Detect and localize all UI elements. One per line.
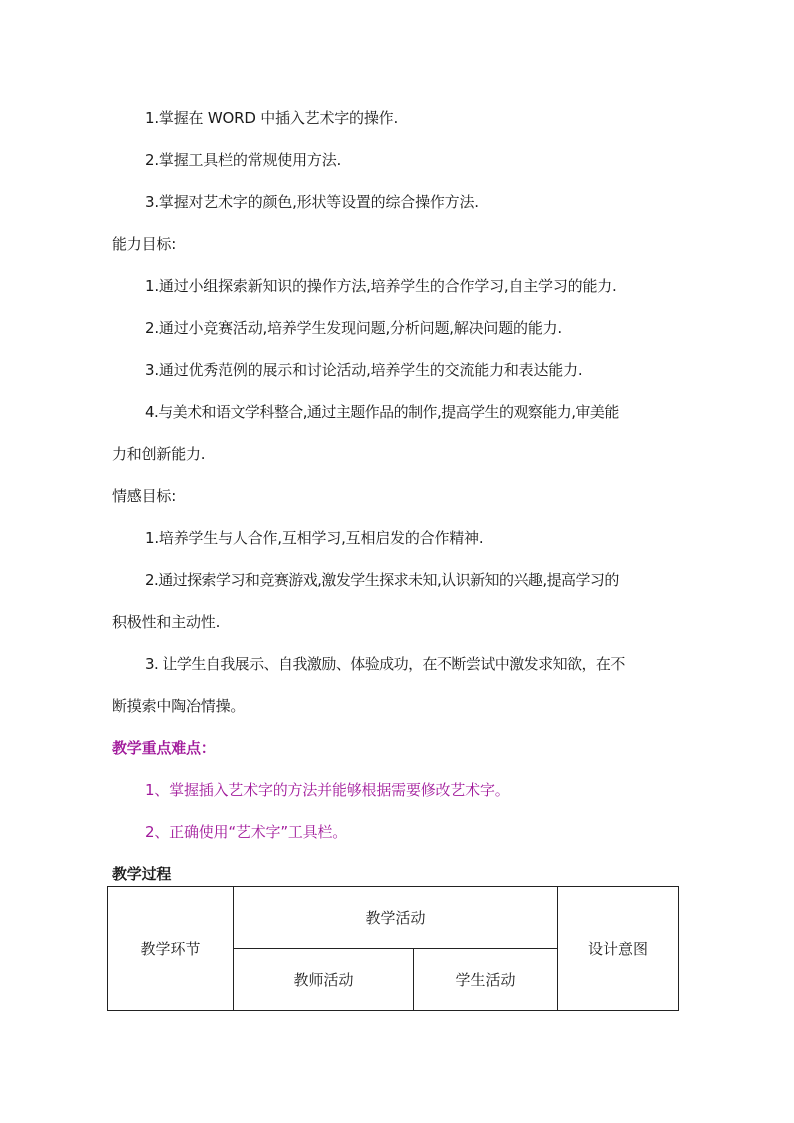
ability-item-3: 3.通过优秀范例的展示和讨论活动,培养学生的交流能力和表达能力. [145, 361, 583, 379]
key-point-2: 2、正确使用“艺术字”工具栏。 [145, 823, 348, 841]
key-points-heading: 教学重点难点： [112, 739, 216, 757]
ability-item-1: 1.通过小组探索新知识的操作方法,培养学生的合作学习,自主学习的能力. [145, 277, 617, 295]
emotion-heading: 情感目标: [112, 487, 177, 505]
emotion-item-2-line-1: 2.通过探索学习和竞赛游戏,激发学生探求未知,认识新知的兴趣,提高学习的 [145, 571, 619, 589]
header-teacher-activity: 教师活动 [234, 949, 414, 1011]
emotion-item-2-line-2: 积极性和主动性. [112, 613, 221, 631]
header-design-intent: 设计意图 [558, 887, 679, 1011]
ability-item-4-line-2: 力和创新能力. [112, 445, 206, 463]
emotion-item-3-line-1: 3. 让学生自我展示、自我激励、体验成功，在不断尝试中激发求知欲，在不 [145, 655, 625, 673]
knowledge-item-2: 2.掌握工具栏的常规使用方法. [145, 151, 342, 169]
teaching-process-table [107, 886, 679, 1011]
ability-item-4-line-1: 4.与美术和语文学科整合,通过主题作品的制作,提高学生的观察能力,审美能 [145, 403, 619, 421]
knowledge-item-1: 1.掌握在 WORD 中插入艺术字的操作. [145, 109, 399, 127]
emotion-item-3-line-2: 断摸索中陶冶情操。 [112, 697, 246, 715]
header-teaching-stage: 教学环节 [108, 887, 234, 1011]
ability-item-2: 2.通过小竞赛活动,培养学生发现问题,分析问题,解决问题的能力. [145, 319, 562, 337]
knowledge-item-3: 3.掌握对艺术字的颜色,形状等设置的综合操作方法. [145, 193, 479, 211]
key-point-1: 1、掌握插入艺术字的方法并能够根据需要修改艺术字。 [145, 781, 510, 799]
ability-heading: 能力目标: [112, 235, 177, 253]
header-student-activity: 学生活动 [414, 949, 558, 1011]
header-teaching-activity: 教学活动 [234, 887, 558, 949]
emotion-item-1: 1.培养学生与人合作,互相学习,互相启发的合作精神. [145, 529, 484, 547]
process-heading: 教学过程 [112, 865, 172, 883]
